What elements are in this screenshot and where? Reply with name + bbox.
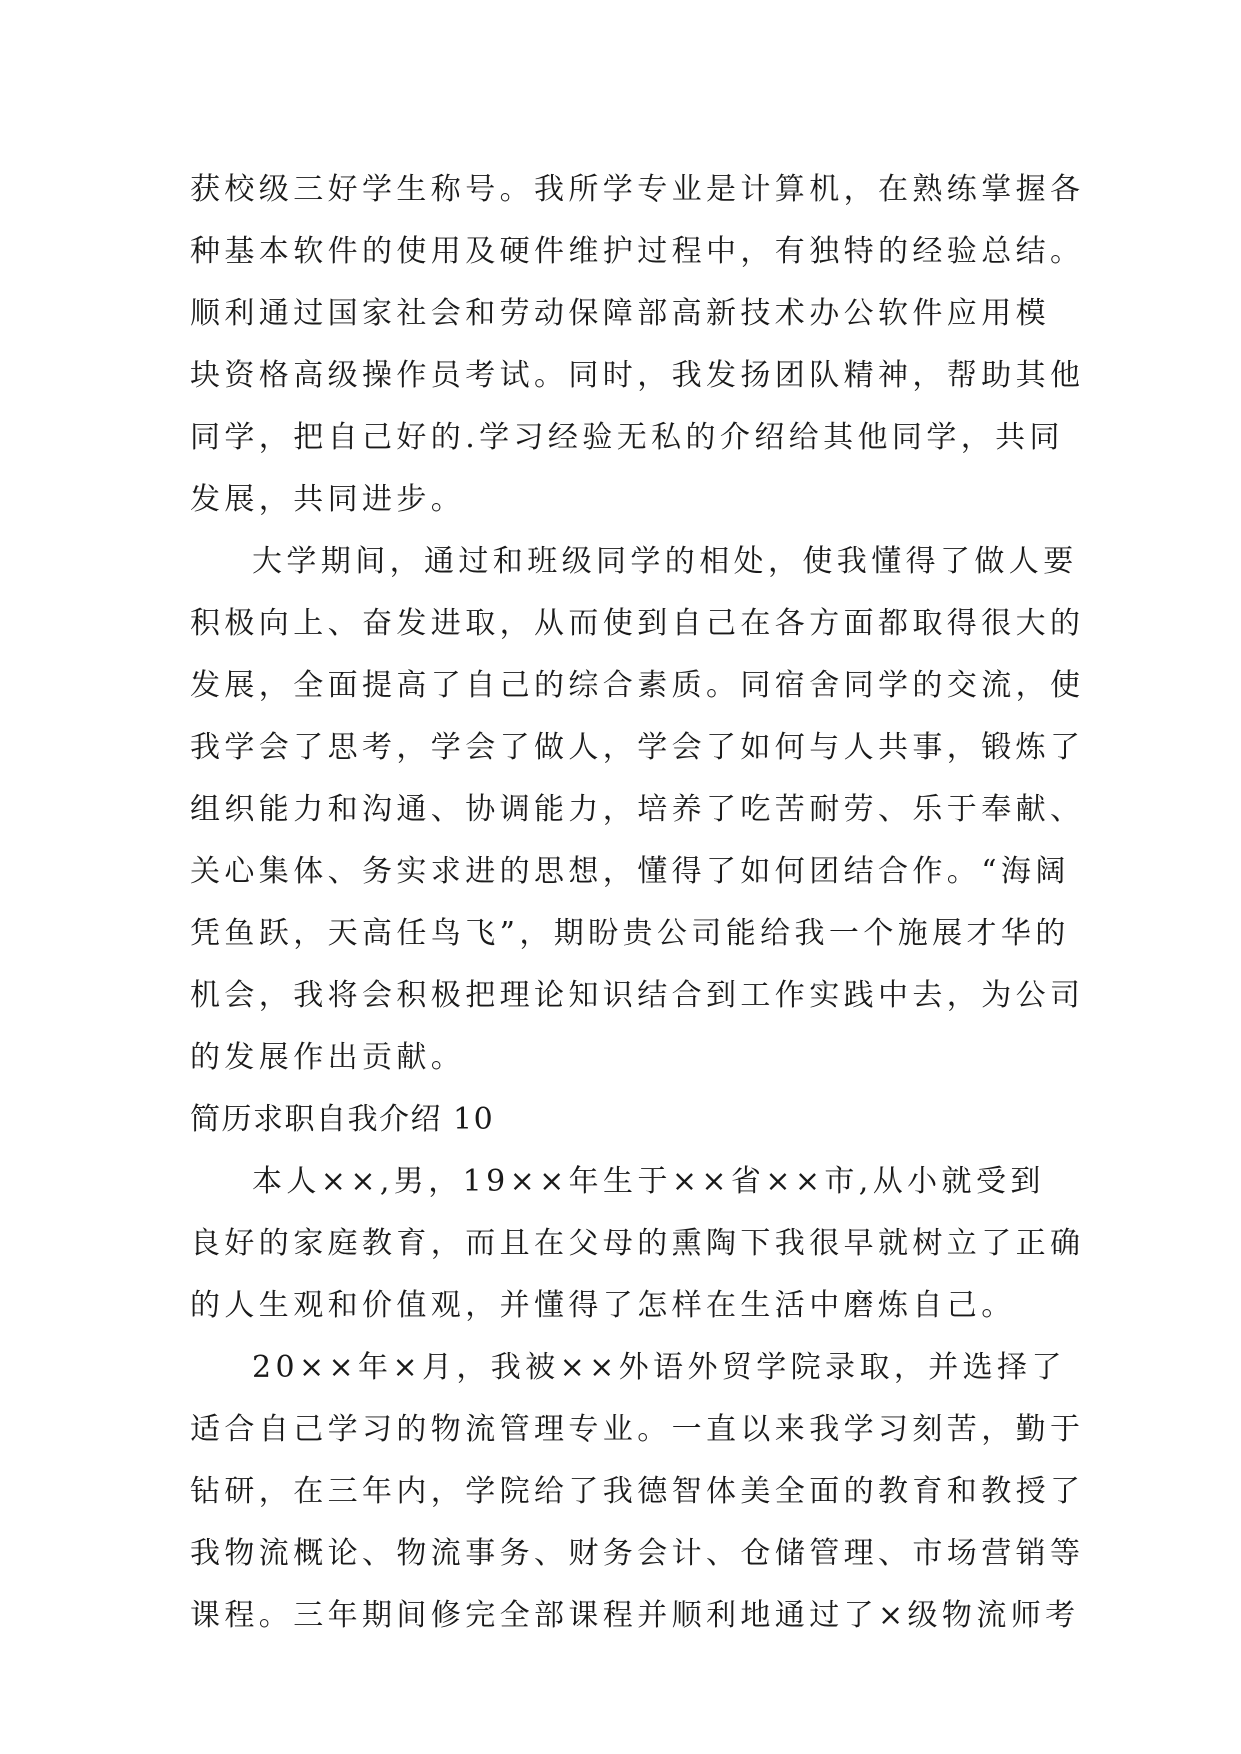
paragraph-line: 发展，共同进步。 — [190, 482, 466, 517]
paragraph-line: 顺利通过国家社会和劳动保障部高新技术办公软件应用模 — [190, 296, 1050, 331]
paragraph-line: 种基本软件的使用及硬件维护过程中，有独特的经验总结。 — [190, 234, 1085, 269]
paragraph-line: 的人生观和价值观，并懂得了怎样在生活中磨炼自己。 — [190, 1288, 1016, 1323]
paragraph-line: 同学，把自己好的.学习经验无私的介绍给其他同学，共同 — [190, 420, 1064, 455]
paragraph-line: 发展，全面提高了自己的综合素质。同宿舍同学的交流，使 — [190, 668, 1085, 703]
paragraph-line: 适合自己学习的物流管理专业。一直以来我学习刻苦，勤于 — [190, 1412, 1085, 1447]
paragraph-line: 组织能力和沟通、协调能力，培养了吃苦耐劳、乐于奉献、 — [190, 792, 1085, 827]
paragraph-first-line: 大学期间，通过和班级同学的相处，使我懂得了做人要 — [252, 544, 1078, 579]
paragraph-line: 关心集体、务实求进的思想，懂得了如何团结合作。“海阔 — [190, 854, 1070, 889]
section-heading: 简历求职自我介绍 10 — [190, 1102, 495, 1137]
paragraph-line: 我物流概论、物流事务、财务会计、仓储管理、市场营销等 — [190, 1536, 1085, 1571]
paragraph-line: 获校级三好学生称号。我所学专业是计算机，在熟练掌握各 — [190, 172, 1085, 207]
paragraph-line: 钻研，在三年内，学院给了我德智体美全面的教育和教授了 — [190, 1474, 1085, 1509]
paragraph-line: 我学会了思考，学会了做人，学会了如何与人共事，锻炼了 — [190, 730, 1085, 765]
paragraph-line: 积极向上、奋发进取，从而使到自己在各方面都取得很大的 — [190, 606, 1085, 641]
paragraph-line: 机会，我将会积极把理论知识结合到工作实践中去，为公司 — [190, 978, 1085, 1013]
paragraph-line: 良好的家庭教育，而且在父母的熏陶下我很早就树立了正确 — [190, 1226, 1085, 1261]
paragraph-line: 凭鱼跃，天高任鸟飞”，期盼贵公司能给我一个施展才华的 — [190, 916, 1070, 951]
paragraph-first-line: 本人××,男，19××年生于××省××市,从小就受到 — [252, 1164, 1045, 1199]
paragraph-first-line: 20××年×月，我被××外语外贸学院录取，并选择了 — [252, 1350, 1066, 1385]
paragraph-line: 课程。三年期间修完全部课程并顺利地通过了×级物流师考 — [190, 1598, 1080, 1633]
paragraph-line: 的发展作出贡献。 — [190, 1040, 466, 1075]
paragraph-line: 块资格高级操作员考试。同时，我发扬团队精神，帮助其他 — [190, 358, 1085, 393]
document-page — [190, 159, 1085, 1647]
